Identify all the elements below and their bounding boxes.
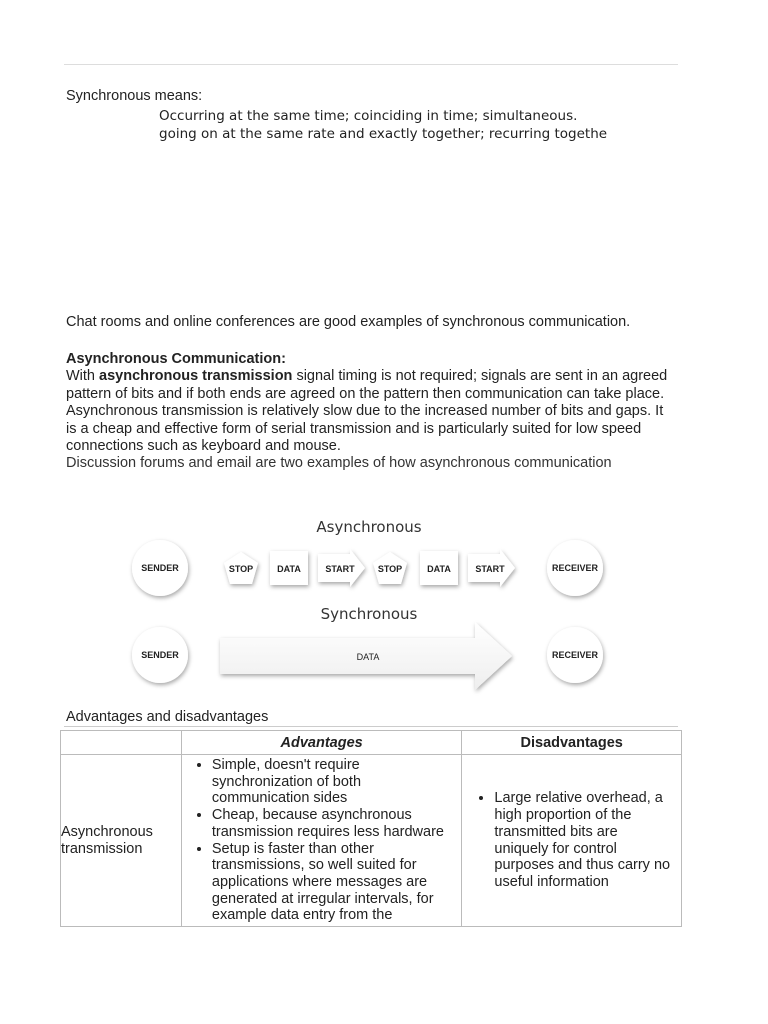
async-data-block-2	[420, 551, 458, 585]
advantages-divider	[64, 726, 678, 727]
async-block-label-3: START	[325, 564, 355, 574]
async-start-arrow-2	[468, 549, 515, 587]
async-start-arrow-1	[318, 549, 365, 587]
async-block-label-6: START	[475, 564, 505, 574]
async-paragraph-1	[66, 368, 676, 403]
async-sender-label: SENDER	[141, 563, 179, 573]
sync-diagram-title: Synchronous	[320, 605, 418, 623]
async-block-label-5: DATA	[427, 564, 451, 574]
async-p1-rest: signal timing is not required; signals are sent in an agreed pattern of bits and if both ends are agreed on the pattern then communication can take place.	[66, 368, 668, 402]
async-stop-block-1	[224, 552, 258, 584]
sync-sender-label: SENDER	[141, 650, 179, 660]
header-advantages: Advantages	[181, 731, 461, 755]
sync-definition-line-2: going on at the same rate and exactly together; recurring togethe	[159, 126, 608, 142]
row-label: Asynchronous transmission	[61, 755, 182, 927]
async-receiver-node	[547, 540, 603, 596]
sync-data-arrow	[220, 622, 512, 690]
async-receiver-label: RECEIVER	[551, 563, 599, 573]
top-divider	[64, 64, 678, 65]
list-item: • Setup is faster than other transmissions, so well suited for applications where messages are generated at irregular intervals, for example data entry from the	[212, 841, 455, 925]
table-row	[61, 755, 682, 927]
async-block-label-2: DATA	[277, 564, 301, 574]
advantages-list	[182, 755, 461, 926]
transmission-diagram	[120, 512, 620, 697]
async-paragraph-2: Asynchronous transmission is relatively slow due to the increased number of bits and gaps. It is a cheap and effective form of serial transmission and is particularly suited for low speed connections such as keyboard and mouse.	[66, 403, 664, 455]
advantages-title: Advantages and disadvantages	[66, 709, 269, 725]
sync-receiver-node	[547, 627, 603, 683]
list-item: • Large relative overhead, a high proportion of the transmitted bits are uniquely for control purposes and thus carry no useful information	[494, 790, 675, 890]
async-section	[66, 351, 676, 473]
sync-definition-line-1: Occurring at the same time; coinciding in time; simultaneous.	[159, 108, 578, 124]
list-item: • Simple, doesn't require synchronization of both communication sides	[212, 757, 455, 807]
disadvantages-list	[462, 788, 681, 892]
advantages-table	[60, 730, 682, 927]
sync-receiver-label: RECEIVER	[551, 650, 599, 660]
async-diagram-title: Asynchronous	[316, 518, 422, 536]
sync-data-label: DATA	[356, 652, 380, 662]
disadvantages-cell	[462, 755, 682, 927]
sync-sender-node	[132, 627, 188, 683]
async-paragraph-3: Discussion forums and email are two examples of how asynchronous communication	[66, 455, 612, 472]
async-heading: Asynchronous Communication:	[66, 351, 286, 367]
async-p1-bold: asynchronous transmission	[99, 368, 293, 385]
async-stop-block-2	[373, 552, 407, 584]
advantages-cell	[181, 755, 461, 927]
async-block-label-4: STOP	[377, 564, 403, 574]
async-data-block-1	[270, 551, 308, 585]
async-block-label-1: STOP	[228, 564, 254, 574]
header-disadvantages: Disadvantages	[462, 731, 682, 755]
chat-examples-text: Chat rooms and online conferences are good examples of synchronous communication.	[66, 314, 631, 330]
async-p1-prefix: With	[66, 368, 100, 385]
list-item: • Cheap, because asynchronous transmission requires less hardware	[212, 807, 455, 840]
sync-definition-label: Synchronous means:	[66, 88, 203, 104]
table-header-row	[61, 731, 682, 755]
header-empty-cell	[61, 731, 182, 755]
async-sender-node	[132, 540, 188, 596]
